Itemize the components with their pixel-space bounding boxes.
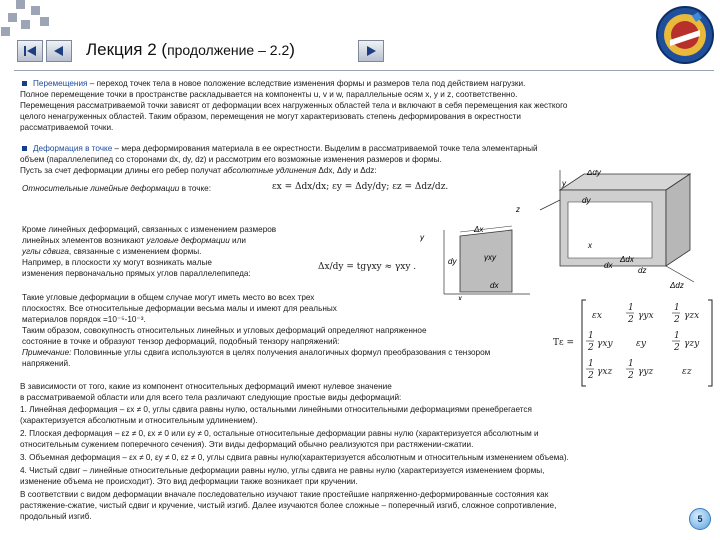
shear-strain-formula: Δx/dy = tgγxy ≈ γxy .: [318, 262, 417, 272]
next-slide-button[interactable]: [358, 40, 384, 62]
relative-strain-label: Относительные линейные деформации в точке:: [22, 184, 212, 193]
cases-intro-line: В зависимости от того, какие из компонент относительных деформаций имеют нулевое значение: [20, 382, 392, 391]
case-3: 3. Объемная деформация – εx ≠ 0, εy ≠ 0, εz ≠ 0, углы сдвига равны нулю(характеризуется абсолютным и относительным изменением объема).: [20, 453, 569, 462]
svg-text:1: 1: [588, 359, 594, 369]
fig-label: Δdy: [587, 170, 601, 177]
linear-strain-formulas: εx = Δdx/dx; εy = Δdy/dy; εz = Δdz/dz.: [272, 182, 449, 192]
fig-label: Δdx: [620, 255, 634, 264]
fig-label: γxy: [484, 253, 496, 262]
case-2: 2. Плоская деформация – εz ≠ 0, εx ≠ 0 или εy ≠ 0, остальные относительные деформации равны нулю (характеризуется абсолютным и: [20, 429, 539, 438]
previous-slide-button[interactable]: [46, 40, 72, 62]
tensor-text-line: материалов порядок =10⁻⁵-10⁻³.: [22, 315, 146, 324]
svg-text:γyx: γyx: [638, 311, 654, 321]
fig-label: x: [458, 294, 462, 300]
fig-label: dy: [582, 196, 591, 205]
cube-side: [666, 174, 690, 266]
page-title: Лекция 2 (продолжение – 2.2): [86, 40, 295, 59]
svg-text:γxy: γxy: [597, 339, 613, 349]
tensor-text-line: Таким образом, совокупность относительных линейных и угловых деформаций определяют напряженное: [22, 326, 427, 335]
first-slide-button[interactable]: [17, 40, 43, 62]
svg-text:εy: εy: [636, 339, 646, 349]
skip-first-icon: [22, 44, 38, 58]
university-logo: [654, 4, 716, 66]
paragraph-line: объем (параллелепипед со сторонами dx, dy, dz) и рассмотрим его возможные изменения размеров и формы.: [20, 155, 442, 164]
fig-label: y: [420, 233, 424, 242]
paragraph-line: Пусть за счет деформации длины его ребер получат абсолютные удлинения Δdx, Δdy и Δdz:: [20, 166, 377, 175]
case-2-cont: относительным сужением поперечного сечения). Эти виды деформаций обычно реализуются при растяжении-сжатии.: [20, 440, 474, 449]
cases-intro-line: в рассматриваемой области или для всего тела различают следующие простые виды деформаций:: [20, 393, 402, 402]
svg-text:εx: εx: [592, 311, 602, 321]
svg-text:2: 2: [674, 315, 680, 325]
fig-label: dy: [448, 257, 457, 266]
page-number-badge: 5: [689, 508, 711, 530]
svg-text:1: 1: [588, 331, 594, 341]
svg-text:2: 2: [588, 371, 594, 381]
title-divider: [14, 70, 714, 71]
svg-text:2: 2: [674, 343, 680, 353]
tensor-symbol: Tε =: [553, 338, 575, 348]
svg-text:εz: εz: [682, 367, 692, 377]
fig-label: dx: [490, 281, 499, 290]
fig-label: Δdz: [670, 281, 684, 290]
bullet-1: [22, 81, 27, 86]
case-1-cont: (характеризуется абсолютным и относительным удлинением).: [20, 416, 258, 425]
strain-tensor-matrix: [580, 298, 714, 388]
shear-text-line: углы сдвига, связанные с изменением формы.: [22, 247, 202, 256]
svg-text:γxz: γxz: [597, 367, 613, 377]
fig-label: z: [516, 205, 520, 214]
svg-text:γzy: γzy: [684, 339, 700, 349]
conclusion-line: В соответствии с видом деформации вначале последовательно изучают такие простейшие напряженно-деформированные состояния как: [20, 490, 549, 499]
paragraph-line: рассматриваемой точки.: [20, 123, 114, 132]
paragraph-displacement-line1: Перемещения – переход точек тела в новое положение вследствие изменения формы и размеров тела под действием нагрузки.: [33, 79, 526, 88]
paragraph-line: Полное перемещение точки в пространстве раскладывается на компоненты u, v и w, параллельные осям x, y и z, соответственно.: [20, 90, 518, 99]
svg-text:1: 1: [674, 331, 680, 341]
paragraph-strain-line1: Деформация в точке – мера деформирования материала в ее окрестности. Выделим в рассматриваемой точке тела элементарный: [33, 144, 538, 153]
fig-label: dx: [604, 261, 613, 270]
svg-text:1: 1: [628, 359, 634, 369]
note-line: Примечание: Половинные углы сдвига используются в целях получения аналогичных формул преобразования с тензором: [22, 348, 491, 357]
conclusion-line: растяжение-сжатие, чистый сдвиг и кручение, чистый изгиб. Далее изучаются более сложные – поперечный изгиб, сложное сопротивление,: [20, 501, 557, 510]
tensor-text-line: Такие угловые деформации в общем случае могут иметь место во всех трех: [22, 293, 315, 302]
fig-label: x: [588, 241, 592, 250]
shear-text-line: Кроме линейных деформаций, связанных с изменением размеров: [22, 225, 277, 234]
svg-text:γyz: γyz: [638, 367, 654, 377]
shear-text-line: Например, в плоскости xy могут возникать малые: [22, 258, 212, 267]
shear-text-line: изменения первоначально прямых углов параллелепипеда:: [22, 269, 251, 278]
fig-label: dz: [638, 266, 647, 275]
paragraph-line: целого ненагруженных областей. Таким образом, перемещения не могут характеризовать степень деформирования в окрестности: [20, 112, 521, 121]
fig-label: Δx: [474, 225, 484, 234]
triangle-right-icon: [363, 44, 379, 58]
svg-text:1: 1: [674, 303, 680, 313]
deformation-figure: [420, 170, 716, 300]
svg-text:2: 2: [628, 315, 634, 325]
note-line: напряжений.: [22, 359, 71, 368]
svg-text:γzx: γzx: [684, 311, 700, 321]
fig-label: y: [562, 179, 566, 188]
case-1: 1. Линейная деформация – εx ≠ 0, углы сдвига равны нулю, остальными линейными относительными деформациями пренебрегается: [20, 405, 532, 414]
triangle-left-icon: [51, 44, 67, 58]
cube-inner: [568, 202, 652, 258]
paragraph-line: Перемещения рассматриваемой точки зависят от деформации всех нагруженных областей тела и включают в себя перемещения как жесткого: [20, 101, 568, 110]
svg-text:2: 2: [628, 371, 634, 381]
svg-text:1: 1: [628, 303, 634, 313]
case-4: 4. Чистый сдвиг – линейные относительные деформации равны нулю, углы сдвига не равны нулю (характеризуется изменением формы,: [20, 466, 545, 475]
tensor-text-line: состояние в точке и образуют тензор деформаций, подобный тензору напряжений:: [22, 337, 340, 346]
conclusion-line: продольный изгиб.: [20, 512, 92, 521]
header-decoration: [0, 0, 60, 38]
shear-text-line: линейных элементов возникают угловые деформации или: [22, 236, 246, 245]
tensor-text-line: плоскостях. Все относительные деформации весьма малы и имеют для реальных: [22, 304, 337, 313]
bullet-2: [22, 146, 27, 151]
svg-text:2: 2: [588, 343, 594, 353]
case-4-cont: изменение объема не происходит). Это вид деформации также возникает при кручении.: [20, 477, 358, 486]
